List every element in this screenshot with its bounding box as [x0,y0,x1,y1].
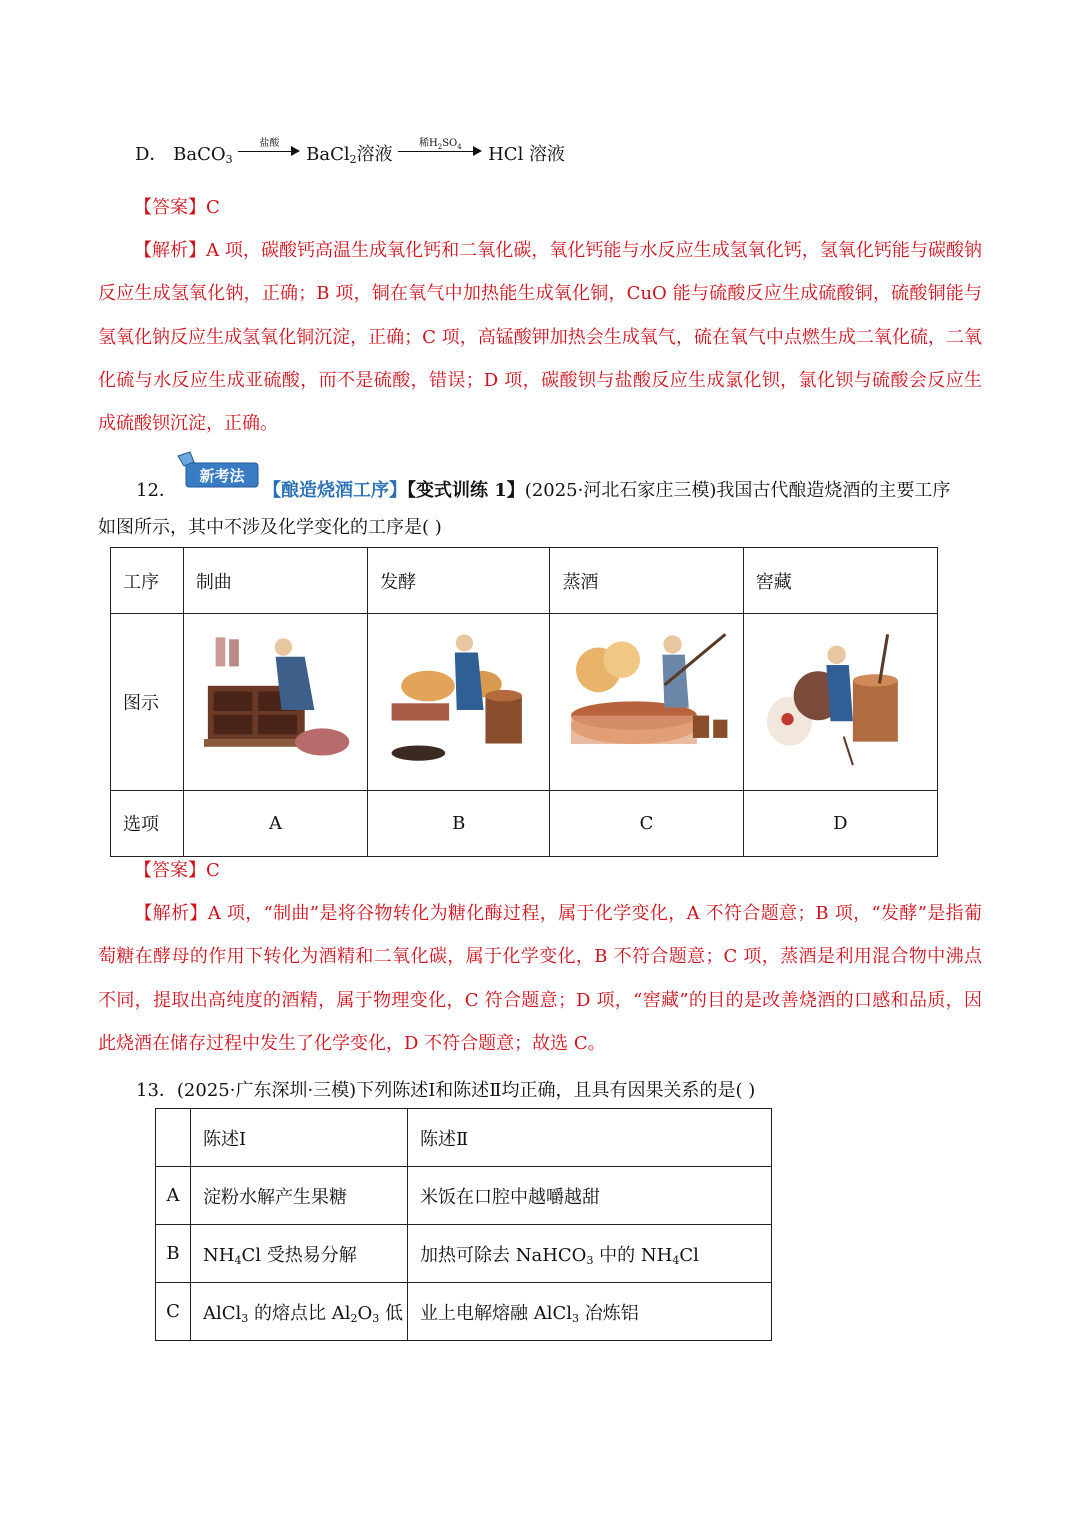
table-row [156,1283,772,1341]
q13-stem: 13．(2025·广东深圳·三模)下列陈述Ⅰ和陈述Ⅱ均正确，且具有因果关系的是( ) [136,1080,756,1101]
illustration-zhengjiu [550,614,743,791]
badge-text: 新考法 [199,467,245,485]
option-a: A [183,790,367,856]
illustration-zhiqu [183,614,367,791]
row-option: C [156,1283,191,1341]
step-fajiao: 发酵 [368,548,550,614]
q11-analysis: 【解析】A 项，碳酸钙高温生成氧化钙和二氧化碳，氧化钙能与水反应生成氢氧化钙，氢氧化钙能与碳酸钠反应生成氢氧化钠，正确；B 项，铜在氧气中加热能生成氧化铜，CuO 能与硫酸反应生成硫酸铜，硫酸铜能与氢氧化钠反应生成氢氧化铜沉淀，正确；C 项，高锰酸钾加热会生成氧气，硫在氧气中点燃生成二氧化硫，二氧化硫与水反应生成亚硫酸，而不是硫酸，错误；D 项，碳酸钡与盐酸反应生成氯化钡，氯化钡与硫酸会反应生成硫酸钡沉淀，正确。 [98,240,983,435]
illustration-fajiao [368,614,550,791]
col-statement-2: 陈述Ⅱ [408,1109,772,1167]
corner-cell [156,1109,191,1167]
q11-answer: 【答案】C [134,197,220,218]
q11-option-d: D． BaCO$_3$ 盐酸 BaCl$_2$溶液 稀$H_2SO_4$ HCl 溶液 [135,138,566,166]
statement-2: 米饭在口腔中越嚼越甜 [408,1167,772,1225]
statement-1: $NH_4Cl$ 受热易分解 [191,1225,408,1283]
col-statement-1: 陈述Ⅰ [191,1109,408,1167]
reaction-arrow-2: 稀$H_2SO_4$ [398,140,482,160]
step-zhiqu: 制曲 [183,548,367,614]
statement-1: 淀粉水解产生果糖 [191,1167,408,1225]
statement-1: AlCl$_3$ 的熔点比 $Al_2O_3$ 低 [191,1283,408,1341]
row-label-process: 工序 [111,548,184,614]
statement-2: 加热可除去 NaHCO$_3$ 中的 $NH_4Cl$ [408,1225,772,1283]
step-jiaocang: 窖藏 [743,548,937,614]
row-option: B [156,1225,191,1283]
q12-number: 12． [136,480,177,501]
q12-analysis: 【解析】A 项，“制曲”是将谷物转化为糖化酶过程，属于化学变化，A 不符合题意；B 项，“发酵”是指葡萄糖在酵母的作用下转化为酒精和二氧化碳，属于化学变化，B 不符合题意；C 项，蒸酒是利用混合物中沸点不同，提取出高纯度的酒精，属于物理变化，C 符合题意；D 项，“窖藏”的目的是改善烧酒的口感和品质，因此烧酒在储存过程中发生了化学变化，D 不符合题意；故选 C。 [98,903,983,1054]
statement-2: 业上电解熔融 AlCl$_3$ 冶炼铝 [408,1283,772,1341]
option-b: B [368,790,550,856]
q13-statement-table [155,1108,772,1341]
table-row [156,1225,772,1283]
option-c: C [550,790,743,856]
q12-answer: 【答案】C [134,860,220,881]
option-d: D [743,790,937,856]
step-zhengjiu: 蒸酒 [550,548,743,614]
table-row [156,1167,772,1225]
q12-stem-line2: 如图所示，其中不涉及化学变化的工序是( ) [98,517,442,538]
illustration-jiaocang [743,614,937,791]
q12-process-table [110,547,938,857]
row-label-option: 选项 [111,790,184,856]
q12-stem-line1: 【酿造烧酒工序】【变式训练 1】(2025·河北石家庄三模)我国古代酿造烧酒的主要工序 [263,480,951,501]
row-label-illustration: 图示 [111,614,184,791]
reaction-arrow-1: 盐酸 [238,140,300,160]
new-method-badge [176,450,260,490]
row-option: A [156,1167,191,1225]
